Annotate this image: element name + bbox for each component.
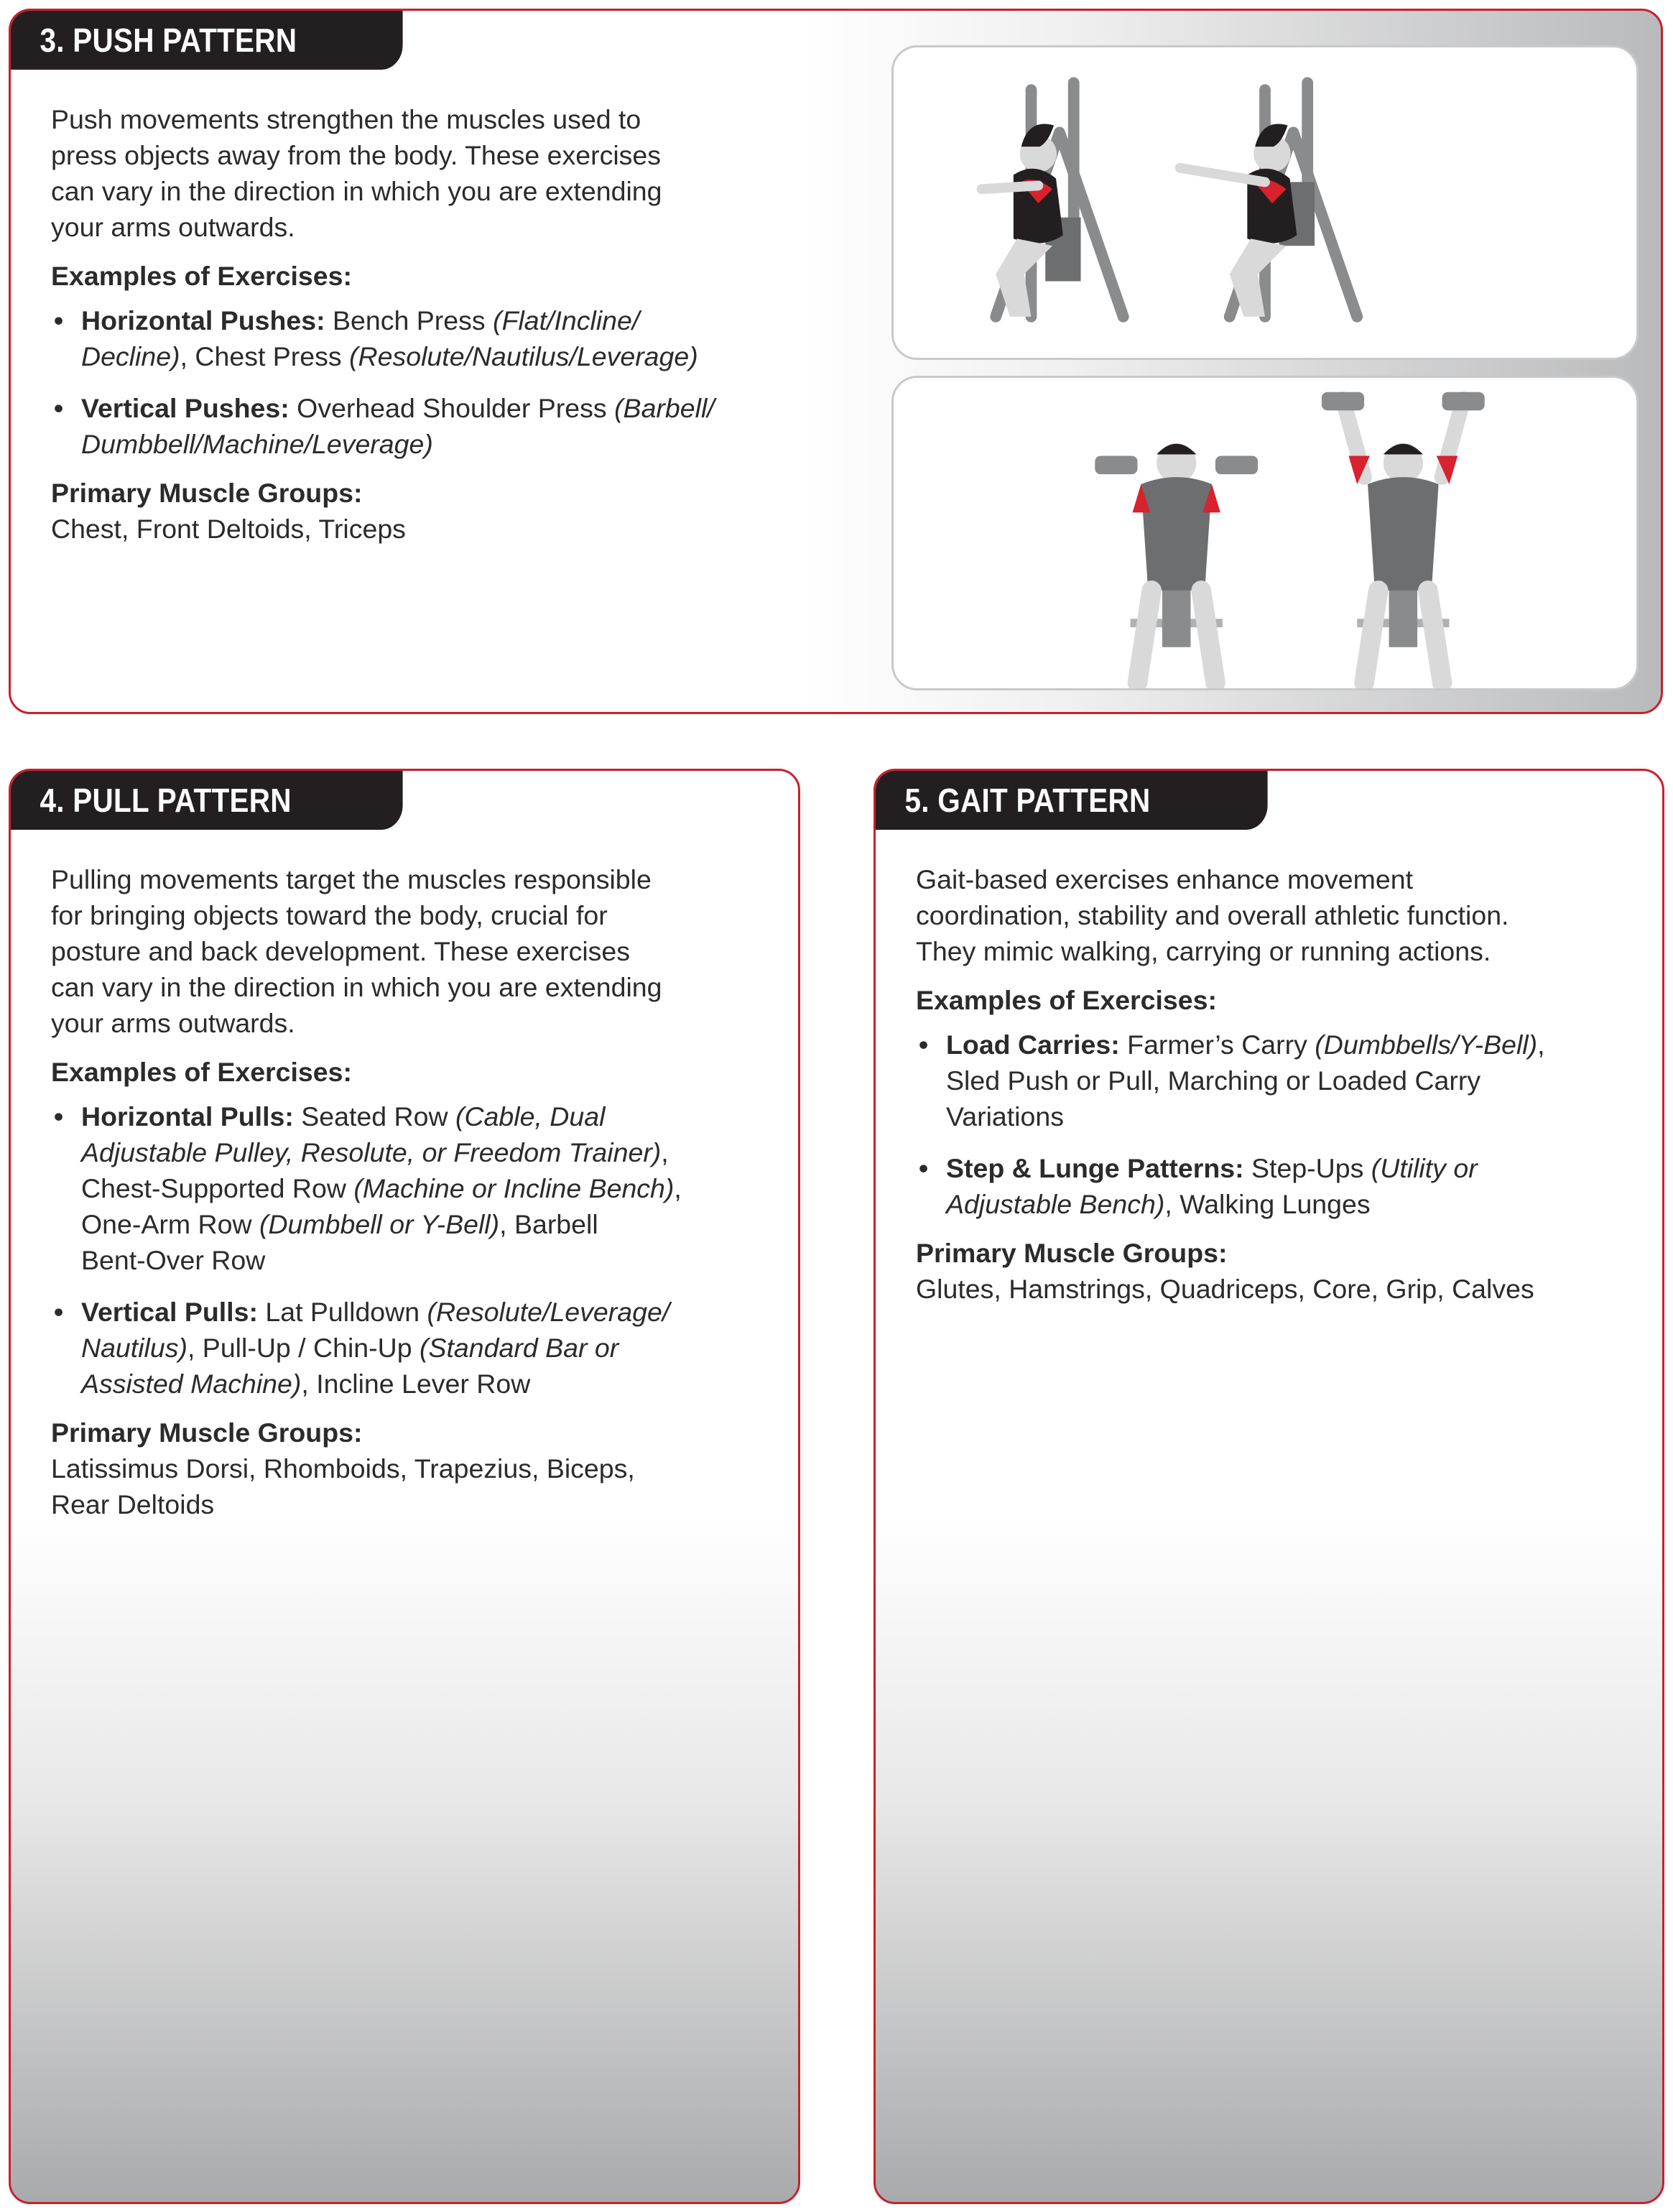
gait-bullet-label: Load Carries: [946, 1029, 1120, 1060]
pull-intro-line: for bringing objects toward the body, crucial for [51, 900, 608, 930]
pull-pattern-panel [9, 769, 800, 2204]
shoulder-press-illustration [891, 376, 1639, 690]
pull-bullet-text: Bent-Over Row [81, 1245, 266, 1275]
chest-press-figures-icon [894, 47, 1636, 358]
pull-intro-line: posture and back development. These exercises [51, 936, 631, 966]
push-intro-line: can vary in the direction in which you are extending [51, 176, 662, 206]
push-bullet-text: Bench Press [325, 305, 493, 335]
pull-bullet-italic: (Dumbbell or Y-Bell) [259, 1209, 500, 1239]
gait-examples-heading: Examples of Exercises: [916, 985, 1217, 1015]
list-item [916, 1150, 1656, 1222]
gait-exercise-list [916, 1027, 1656, 1222]
gait-bullet-text: Step-Ups [1243, 1153, 1371, 1183]
pull-bullet-italic: (Machine or Incline Bench) [353, 1173, 675, 1203]
push-examples-heading: Examples of Exercises: [51, 261, 352, 291]
push-bullet-text: Overhead Shoulder Press [289, 393, 615, 423]
gait-intro-line: coordination, stability and overall athletic function. [916, 900, 1509, 930]
pull-pattern-title: 4. PULL PATTERN [11, 771, 403, 830]
gait-pattern-title: 5. GAIT PATTERN [876, 771, 1268, 830]
pull-bullet-italic: (Standard Bar or [420, 1333, 619, 1363]
pull-bullet-text: One-Arm Row [81, 1209, 259, 1239]
list-item [51, 390, 827, 462]
push-bullet-italic: Decline) [81, 341, 180, 371]
gait-muscles-heading: Primary Muscle Groups: [916, 1238, 1228, 1268]
pull-bullet-italic: Assisted Machine) [81, 1369, 302, 1399]
gait-bullet-text: Sled Push or Pull, Marching or Loaded Carry [946, 1065, 1481, 1096]
pull-bullet-label: Vertical Pulls: [81, 1297, 258, 1327]
gait-bullet-text: Farmer’s Carry [1119, 1029, 1315, 1060]
gait-text [916, 861, 1656, 1307]
push-bullet-italic: Dumbbell/Machine/Leverage) [81, 429, 433, 459]
push-muscles-text: Chest, Front Deltoids, Triceps [51, 514, 406, 544]
push-bullet-italic: (Flat/Incline/ [493, 305, 640, 335]
pull-bullet-italic: Nautilus) [81, 1333, 187, 1363]
shoulder-press-figures-icon [894, 378, 1636, 688]
gait-bullet-text: Variations [946, 1101, 1064, 1132]
gait-pattern-panel [873, 769, 1664, 2204]
pull-muscles-text: Rear Deltoids [51, 1489, 215, 1519]
gait-muscles-text: Glutes, Hamstrings, Quadriceps, Core, Grip, Calves [916, 1274, 1534, 1304]
pull-examples-heading: Examples of Exercises: [51, 1057, 352, 1087]
push-pattern-title: 3. PUSH PATTERN [11, 11, 403, 70]
push-text [51, 101, 827, 547]
pull-bullet-text: , Barbell [499, 1209, 598, 1239]
pull-text [51, 861, 791, 1522]
gait-intro-line: They mimic walking, carrying or running actions. [916, 936, 1491, 966]
pull-bullet-text: , [661, 1137, 669, 1167]
gait-bullet-italic: (Utility or [1371, 1153, 1478, 1183]
pull-muscles-text: Latissimus Dorsi, Rhomboids, Trapezius, Biceps, [51, 1453, 635, 1484]
pull-bullet-italic: Adjustable Pulley, Resolute, or Freedom Trainer) [81, 1137, 662, 1167]
push-exercise-list [51, 302, 827, 462]
pull-exercise-list [51, 1098, 791, 1402]
push-muscles-heading: Primary Muscle Groups: [51, 478, 363, 508]
pull-intro-line: your arms outwards. [51, 1008, 295, 1038]
pull-bullet-italic: (Cable, Dual [455, 1101, 606, 1132]
push-bullet-text: , Chest Press [180, 341, 350, 371]
pull-bullet-text: Lat Pulldown [257, 1297, 427, 1327]
pull-intro-line: can vary in the direction in which you are extending [51, 972, 662, 1002]
gait-bullet-text: , [1537, 1029, 1545, 1060]
push-bullet-label: Vertical Pushes: [81, 393, 289, 423]
list-item [51, 1294, 791, 1402]
push-bullet-italic: (Barbell/ [614, 393, 715, 423]
pull-bullet-text: , Pull-Up / Chin-Up [187, 1333, 420, 1363]
push-intro-line: Push movements strengthen the muscles used to [51, 104, 641, 134]
gait-bullet-italic: Adjustable Bench) [946, 1189, 1165, 1219]
pull-bullet-label: Horizontal Pulls: [81, 1101, 294, 1132]
gait-bullet-italic: (Dumbbells/Y-Bell) [1315, 1029, 1538, 1060]
push-pattern-panel [9, 9, 1663, 714]
push-bullet-italic: (Resolute/Nautilus/Leverage) [349, 341, 698, 371]
gait-intro-line: Gait-based exercises enhance movement [916, 864, 1414, 894]
pull-bullet-text: , Incline Lever Row [301, 1369, 531, 1399]
pull-muscles-heading: Primary Muscle Groups: [51, 1417, 363, 1448]
pull-intro-line: Pulling movements target the muscles responsible [51, 864, 652, 894]
gait-bullet-label: Step & Lunge Patterns: [946, 1153, 1244, 1183]
pull-bullet-text: Seated Row [293, 1101, 455, 1132]
list-item [51, 1098, 791, 1278]
gait-bullet-text: , Walking Lunges [1164, 1189, 1371, 1219]
chest-press-illustration [891, 45, 1639, 360]
pull-bullet-text: , [674, 1173, 682, 1203]
pull-bullet-italic: (Resolute/Leverage/ [427, 1297, 670, 1327]
push-intro-line: your arms outwards. [51, 212, 295, 242]
list-item [51, 302, 827, 374]
push-bullet-label: Horizontal Pushes: [81, 305, 325, 335]
pull-bullet-text: Chest-Supported Row [81, 1173, 354, 1203]
push-intro-line: press objects away from the body. These exercises [51, 140, 662, 170]
list-item [916, 1027, 1656, 1134]
